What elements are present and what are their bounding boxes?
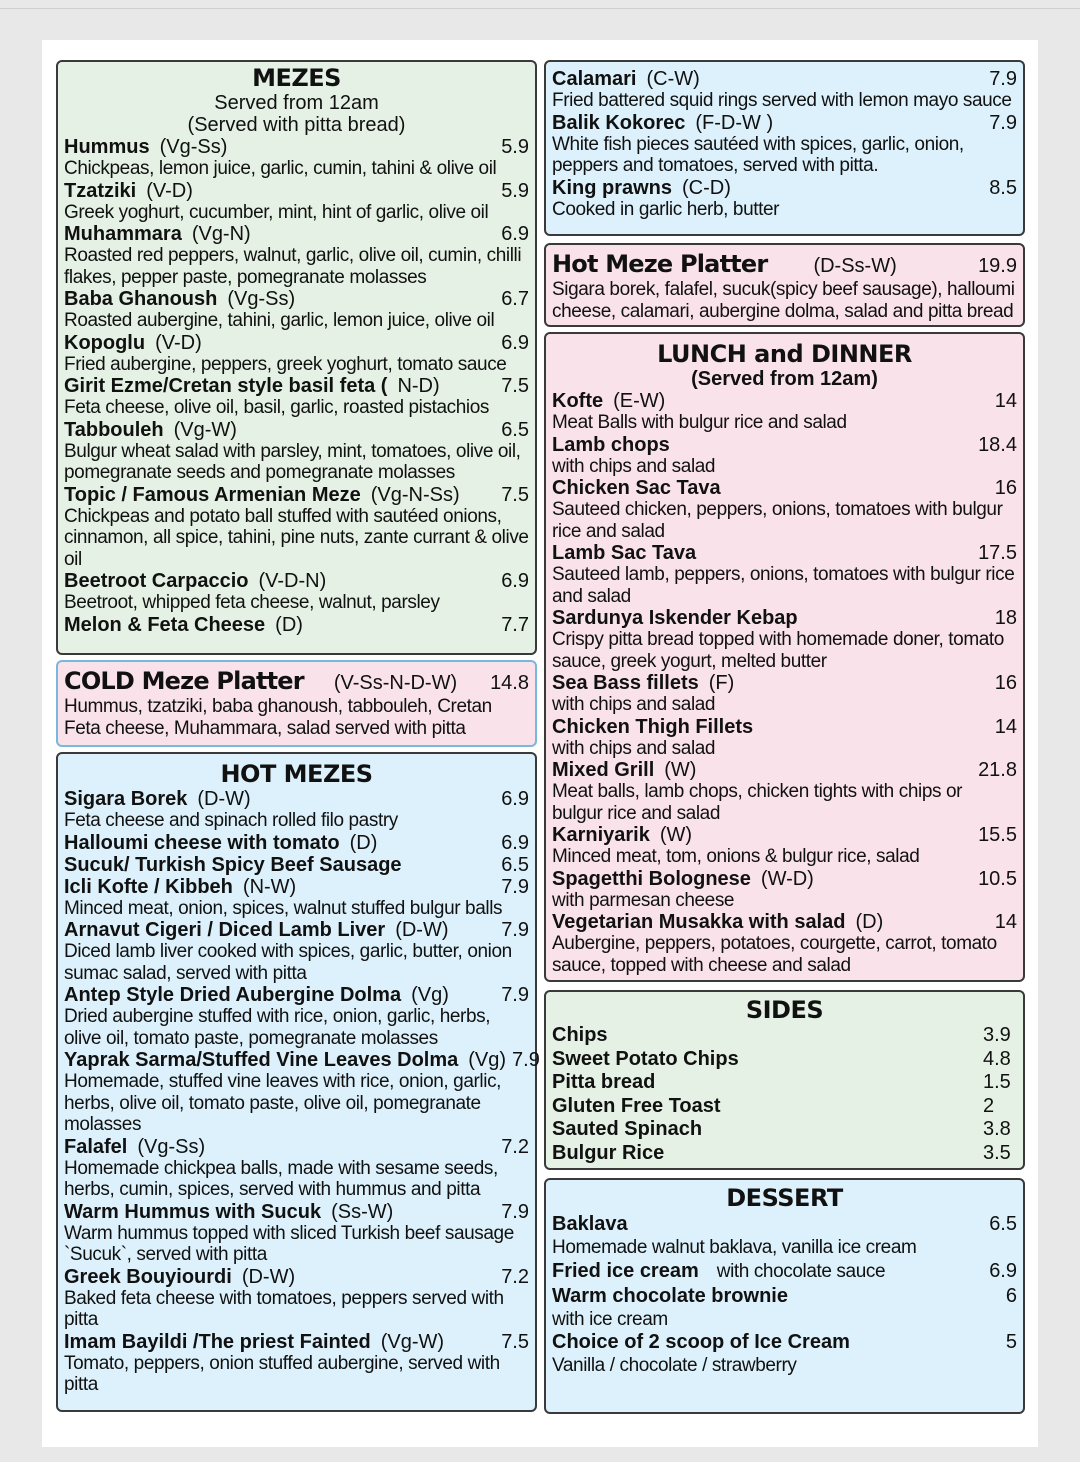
side-item-name: Pitta bread [552, 1071, 656, 1093]
menu-item-description: Roasted red peppers, walnut, garlic, olive oil, cumin, chilli flakes, pepper paste, pomegranate molasses [64, 245, 522, 288]
menu-item-description: with ice cream [552, 1308, 668, 1330]
sides-names [552, 1024, 739, 1165]
menu-item-allergen-code: (C-D) [682, 176, 731, 199]
menu-item-name: Chicken Sac Tava [552, 477, 721, 499]
menu-item-price: 5.9 [501, 179, 529, 202]
menu-item-name: Icli Kofte / Kibbeh [64, 875, 233, 898]
menu-item-price: 21.8 [978, 759, 1017, 781]
menu-item-row [552, 672, 1017, 694]
side-item-name: Sauted Spinach [552, 1118, 703, 1140]
lunch-dinner-list [552, 390, 1017, 976]
menu-item-row [552, 112, 1017, 134]
menu-item-row [552, 759, 1017, 781]
menu-item-description: with chips and salad [552, 455, 716, 477]
menu-item-allergen-code: (V-D) [146, 179, 193, 202]
sides-prices [983, 1024, 1017, 1165]
side-item-price: 1.5 [983, 1071, 1011, 1093]
menu-item-price: 6.5 [501, 853, 529, 876]
menu-item-allergen-code: (Vg-W) [380, 1330, 445, 1353]
seafood-list [552, 68, 1017, 220]
mezes-subtitle: Served from 12am [214, 92, 379, 114]
hot-platter-code: (D-Ss-W) [813, 255, 897, 277]
menu-item-price: 5 [1005, 1331, 1017, 1353]
menu-item-row [552, 716, 1017, 738]
menu-item-row [552, 68, 1017, 90]
menu-item-allergen-code: (N-W) [242, 875, 297, 898]
menu-item-extra: with chocolate sauce [716, 1260, 886, 1282]
hot-mezes-list [64, 788, 540, 1396]
menu-item-allergen-code: (Vg-N-Ss) [370, 483, 460, 506]
menu-item-name: Sucuk/ Turkish Spicy Beef Sausage [64, 853, 402, 876]
sides-title: SIDES [745, 996, 824, 1024]
menu-item-allergen-code: (F) [708, 672, 735, 694]
menu-item-row [64, 854, 529, 876]
dessert-list [552, 1212, 1017, 1377]
menu-item-price: 7.5 [501, 1330, 529, 1353]
menu-item-name: Warm chocolate brownie [552, 1284, 788, 1307]
menu-item-name: Calamari [552, 68, 637, 90]
menu-item-price: 7.9 [989, 68, 1017, 90]
menu-item-row [64, 180, 529, 202]
menu-item-price: 7.9 [501, 984, 529, 1006]
menu-item-row [64, 919, 529, 941]
menu-item-allergen-code: (W) [664, 759, 697, 781]
menu-item-name: Sea Bass fillets [552, 672, 699, 694]
side-item-price: 4.8 [983, 1047, 1011, 1070]
menu-item-description: Warm hummus topped with sliced Turkish beef sausage `Sucuk`, served with pitta [64, 1222, 514, 1265]
menu-item-allergen-code: (D) [855, 911, 884, 933]
menu-item-name: Tzatziki [64, 179, 137, 202]
cold-platter-title: COLD Meze Platter [64, 667, 304, 695]
cold-platter-code: (V-Ss-N-D-W) [333, 672, 458, 694]
menu-item-allergen-code: (D) [349, 831, 378, 854]
menu-item-price: 7.9 [501, 1200, 529, 1223]
menu-item-price: 14 [994, 390, 1017, 412]
menu-item-name: Warm Hummus with Sucuk [64, 1200, 322, 1223]
menu-item-description: Aubergine, peppers, potatoes, courgette, carrot, tomato sauce, topped with cheese and salad [552, 933, 997, 976]
menu-item-name: Choice of 2 scoop of Ice Cream [552, 1331, 850, 1353]
menu-item-allergen-code: (Vg-Ss) [227, 288, 296, 310]
menu-item-row [552, 911, 1017, 933]
menu-item-allergen-code: (Vg-Ss) [159, 136, 228, 158]
menu-item-description: Cooked in garlic herb, butter [552, 198, 780, 220]
hot-platter-price: 19.9 [978, 255, 1017, 277]
menu-item-allergen-code: (Ss-W) [331, 1200, 394, 1223]
menu-item-name: Beetroot Carpaccio [64, 570, 249, 592]
menu-item-name: Girit Ezme/Cretan style basil feta ( [64, 375, 388, 397]
mezes-title: MEZES [252, 64, 341, 92]
mezes-list [64, 136, 529, 636]
menu-item-name: Tabbouleh [64, 418, 164, 441]
menu-item-allergen-code: (D-W) [241, 1265, 296, 1288]
menu-item-name: Mixed Grill [552, 759, 655, 781]
menu-item-name: Topic / Famous Armenian Meze [64, 483, 361, 506]
menu-item-allergen-code: (Vg-W) [173, 418, 237, 441]
menu-item-name: Baba Ghanoush [64, 288, 218, 310]
menu-item-row [552, 1284, 1017, 1309]
menu-item-allergen-code: (V-D-N) [258, 570, 327, 592]
menu-item-row [64, 1266, 529, 1288]
menu-item-price: 16 [994, 672, 1017, 694]
menu-item-row [552, 434, 1017, 456]
menu-item-description: Fried battered squid rings served with lemon mayo sauce [552, 90, 1012, 111]
menu-item-price: 5.9 [501, 136, 529, 158]
menu-item-name: Hummus [64, 136, 150, 158]
menu-item-description: Beetroot, whipped feta cheese, walnut, parsley [64, 592, 440, 613]
menu-item-allergen-code: (D-W) [197, 788, 251, 810]
menu-item-row [64, 876, 529, 898]
menu-item-name: Greek Bouyiourdi [64, 1265, 232, 1288]
menu-item-price: 10.5 [978, 867, 1017, 890]
menu-item-row [64, 788, 529, 810]
mezes-section [56, 60, 537, 655]
menu-item-name: Lamb Sac Tava [552, 542, 697, 564]
menu-item-price: 14 [994, 715, 1017, 738]
seafood-section [544, 60, 1025, 236]
menu-item-name: Sigara Borek [64, 788, 188, 810]
menu-item-price: 6 [1005, 1284, 1017, 1307]
menu-item-price: 16 [994, 477, 1017, 499]
menu-item-description: Homemade chickpea balls, made with sesame seeds, herbs, cumin, spices, served with hummus and pitta [64, 1157, 498, 1200]
cold-platter-price: 14.8 [490, 672, 529, 694]
menu-item-allergen-code: (Vg) [468, 1049, 507, 1071]
hot-platter-desc: Sigara borek, falafel, sucuk(spicy beef sausage), halloumi cheese, calamari, aubergine dolma, salad and pitta bread [552, 279, 1015, 322]
menu-item-name: Yaprak Sarma/Stuffed Vine Leaves Dolma [64, 1049, 459, 1071]
menu-item-price: 6.5 [989, 1213, 1017, 1235]
menu-item-price: 6.9 [501, 788, 529, 810]
menu-item-description: Minced meat, onion, spices, walnut stuffed bulgur balls [64, 897, 503, 919]
menu-item-row [552, 1212, 1017, 1237]
menu-item-description: Fried aubergine, peppers, greek yoghurt, tomato sauce [64, 353, 507, 375]
menu-item-price: 6.9 [501, 831, 529, 854]
menu-item-allergen-code: (D) [275, 613, 303, 636]
hot-platter-title: Hot Meze Platter [552, 250, 768, 278]
menu-item-row [552, 542, 1017, 564]
menu-item-name: Melon & Feta Cheese [64, 613, 266, 636]
menu-item-name: Sardunya Iskender Kebap [552, 607, 798, 629]
menu-item-row [64, 288, 529, 310]
menu-item-row [64, 223, 529, 245]
menu-item-description: Chickpeas, lemon juice, garlic, cumin, tahini & olive oil [64, 158, 497, 179]
menu-item-description: Tomato, peppers, onion stuffed aubergine, served with pitta [64, 1352, 500, 1395]
menu-item-price: 18 [994, 607, 1017, 629]
menu-item-row [64, 984, 529, 1006]
menu-item-name: Fried ice cream [552, 1259, 699, 1282]
menu-item-row [64, 1049, 540, 1071]
menu-item-description: Feta cheese and spinach rolled filo pastry [64, 810, 398, 831]
menu-item-row [64, 484, 529, 506]
menu-item-price: 6.9 [501, 223, 529, 245]
menu-item-price: 7.5 [501, 375, 529, 397]
menu-item-allergen-code: (Vg-Ss) [137, 1135, 206, 1158]
menu-item-name: Kopoglu [64, 331, 146, 354]
menu-item-allergen-code: (Vg) [411, 984, 449, 1006]
menu-item-row [64, 136, 529, 158]
menu-item-row [552, 1330, 1017, 1355]
lunch-dinner-subtitle: (Served from 12am) [691, 368, 878, 390]
menu-item-description: Greek yoghurt, cucumber, mint, hint of garlic, olive oil [64, 201, 489, 223]
menu-item-price: 14 [994, 911, 1017, 933]
menu-item-row [552, 607, 1017, 629]
side-item-price: 3.9 [983, 1024, 1011, 1046]
menu-item-price: 17.5 [978, 542, 1017, 564]
menu-item-price: 7.9 [989, 111, 1017, 134]
menu-item-name: Muhammara [64, 223, 182, 245]
menu-item-name: Chicken Thigh Fillets [552, 715, 754, 738]
menu-item-row [64, 1331, 529, 1353]
menu-item-row [64, 1136, 529, 1158]
menu-item-description: Crispy pitta bread topped with homemade doner, tomato sauce, greek yogurt, melted butter [552, 629, 1004, 672]
side-item-name: Gluten Free Toast [552, 1094, 721, 1117]
menu-item-name: Baklava [552, 1213, 628, 1235]
menu-item-price: 8.5 [989, 176, 1017, 199]
menu-item-allergen-code: (C-W) [646, 68, 700, 90]
menu-item-price: 7.9 [501, 919, 529, 941]
menu-item-allergen-code: (D-W) [395, 919, 449, 941]
menu-item-price: 7.7 [501, 613, 529, 636]
menu-item-price: 7.9 [501, 875, 529, 898]
menu-item-price: 6.9 [501, 570, 529, 592]
menu-item-row [552, 477, 1017, 499]
menu-item-description: White fish pieces sautéed with spices, garlic, onion, peppers and tomatoes, served with pitta. [552, 133, 964, 176]
sides-section [544, 990, 1025, 1170]
cold-platter-desc: Hummus, tzatziki, baba ghanoush, tabbouleh, Cretan Feta cheese, Muhammara, salad served with pitta [64, 696, 492, 739]
menu-item-name: Halloumi cheese with tomato [64, 831, 340, 854]
dessert-section [544, 1178, 1025, 1414]
menu-item-description: Bulgur wheat salad with parsley, mint, tomatoes, olive oil, pomegranate seeds and pomegranate molasses [64, 440, 521, 483]
menu-item-price: 6.9 [989, 1259, 1017, 1282]
side-item-price: 3.5 [983, 1141, 1011, 1164]
menu-item-description: Minced meat, tom, onions & bulgur rice, salad [552, 846, 920, 867]
sides-list [552, 1024, 1017, 1165]
menu-item-name: Balik Kokorec [552, 111, 686, 134]
menu-item-description: Homemade, stuffed vine leaves with rice, onion, garlic, herbs, olive oil, tomato paste, olive oil, pomegranate molasses [64, 1071, 502, 1135]
menu-item-row [64, 570, 529, 592]
menu-item-description: Chickpeas and potato ball stuffed with sautéed onions, cinnamon, all spice, tahini, pine nuts, zante currant & olive oil [64, 505, 529, 570]
menu-item-name: Lamb chops [552, 433, 670, 456]
hot-mezes-section [56, 752, 540, 1412]
menu-item-row [64, 832, 529, 854]
menu-item-price: 7.2 [501, 1265, 529, 1288]
menu-item-allergen-code: (W) [659, 824, 693, 846]
menu-item-description: Meat Balls with bulgur rice and salad [552, 412, 847, 433]
menu-item-row [552, 390, 1017, 412]
menu-item-row [64, 614, 529, 636]
menu-item-name: Kofte [552, 390, 604, 412]
menu-item-description: Vanilla / chocolate / strawberry [552, 1355, 797, 1376]
menu-item-description: Sauteed chicken, peppers, onions, tomatoes with bulgur rice and salad [552, 499, 1003, 542]
menu-item-allergen-code: (V-D) [155, 331, 202, 354]
menu-item-row [552, 868, 1017, 890]
menu-item-price: 15.5 [978, 824, 1017, 846]
menu-item-row [552, 1259, 1017, 1284]
menu-item-description: Feta cheese, olive oil, basil, garlic, roasted pistachios [64, 397, 489, 418]
menu-item-description: Diced lamb liver cooked with spices, garlic, butter, onion sumac salad, served with pitta [64, 941, 512, 984]
menu-item-name: Imam Bayildi /The priest Fainted [64, 1330, 371, 1353]
menu-item-row [552, 824, 1017, 846]
menu-item-name: Spagetthi Bolognese [552, 867, 751, 890]
menu-item-name: Falafel [64, 1135, 128, 1158]
menu-item-allergen-code: (E-W) [613, 390, 666, 412]
side-item-name: Bulgur Rice [552, 1141, 665, 1164]
menu-item-row [64, 332, 529, 354]
menu-item-description: Sauteed lamb, peppers, onions, tomatoes with bulgur rice and salad [552, 564, 1015, 607]
hot-platter-section [544, 243, 1025, 327]
menu-item-price: 6.5 [501, 418, 529, 441]
lunch-dinner-title: LUNCH and DINNER [657, 340, 912, 368]
menu-item-description: with parmesan cheese [552, 889, 735, 911]
menu-item-allergen-code: (Vg-N) [191, 223, 251, 245]
menu-item-price: 7.5 [501, 483, 529, 506]
side-item-name: Chips [552, 1024, 608, 1046]
mezes-subtitle-2: (Served with pitta bread) [187, 114, 406, 136]
menu-item-description: Roasted aubergine, tahini, garlic, lemon juice, olive oil [64, 310, 495, 331]
menu-item-description: Meat balls, lamb chops, chicken tights with chips or bulgur rice and salad [552, 781, 963, 824]
menu-item-price: 6.7 [501, 288, 529, 310]
side-item-name: Sweet Potato Chips [552, 1047, 739, 1070]
menu-item-price: 6.9 [501, 331, 529, 354]
menu-item-row [64, 1201, 529, 1223]
menu-item-price: 18.4 [978, 433, 1017, 456]
menu-item-allergen-code: (W-D) [760, 867, 814, 890]
menu-item-name: Karniyarik [552, 824, 650, 846]
menu-item-description: Baked feta cheese with tomatoes, peppers served with pitta [64, 1287, 504, 1330]
menu-item-price: 7.2 [501, 1135, 529, 1158]
menu-item-description: with chips and salad [552, 737, 716, 759]
menu-item-row [552, 177, 1017, 199]
menu-item-row [64, 419, 529, 441]
menu-item-price: 7.9 [512, 1049, 540, 1071]
menu-item-name: Arnavut Cigeri / Diced Lamb Liver [64, 919, 386, 941]
lunch-dinner-section [544, 332, 1025, 982]
menu-item-name: Antep Style Dried Aubergine Dolma [64, 984, 402, 1006]
hot-mezes-title: HOT MEZES [220, 760, 373, 788]
menu-item-name: Vegetarian Musakka with salad [552, 911, 846, 933]
menu-item-allergen-code: N-D) [397, 375, 440, 397]
menu-item-name: King prawns [552, 176, 673, 199]
menu-item-row [64, 375, 529, 397]
dessert-title: DESSERT [726, 1184, 843, 1212]
menu-item-description: Homemade walnut baklava, vanilla ice cream [552, 1237, 917, 1258]
menu-item-description: Dried aubergine stuffed with rice, onion, garlic, herbs, olive oil, tomato paste, pomegranate molasses [64, 1006, 491, 1049]
menu-item-allergen-code: (F-D-W ) [695, 111, 774, 134]
side-item-price: 2 [983, 1094, 995, 1117]
side-item-price: 3.8 [983, 1118, 1011, 1140]
menu-item-description: with chips and salad [552, 694, 716, 715]
cold-platter-section [56, 660, 537, 747]
